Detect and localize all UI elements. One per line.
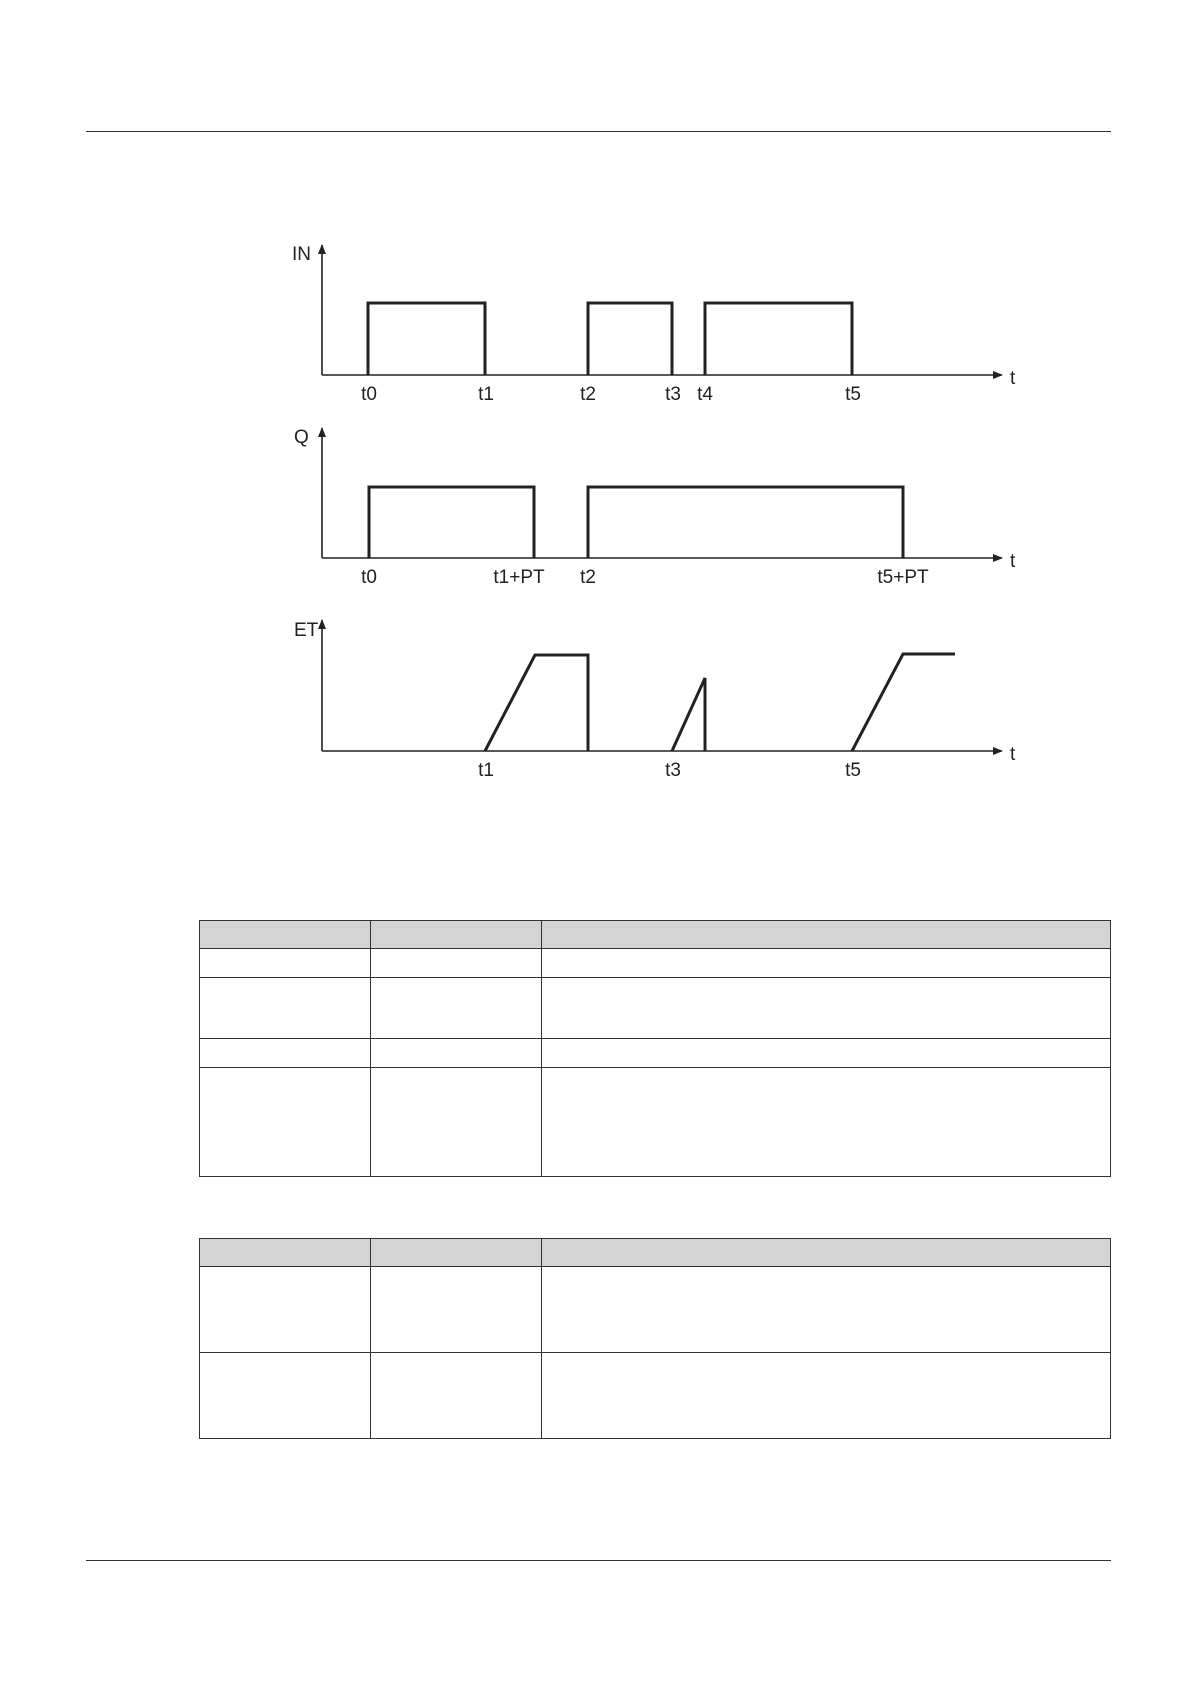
table-row [200,978,1111,1039]
et-ramp-3 [852,654,955,751]
table-cell [371,978,542,1039]
table-row [200,1039,1111,1068]
timing-diagram [0,0,1190,800]
q-tick-label: t1+PT [493,567,545,588]
table-cell [542,1068,1111,1177]
et-tick-label: t3 [665,760,681,781]
q-x-label: t [1010,551,1016,572]
table-cell [542,949,1111,978]
table-cell [371,949,542,978]
in-y-label: IN [292,244,311,265]
table-cell [542,1353,1111,1439]
q-pulse-1 [369,487,534,558]
q-panel [294,427,1016,588]
table-row [200,1353,1111,1439]
table-cell [200,949,371,978]
table-cell [371,1039,542,1068]
table-cell [200,1267,371,1353]
q-tick-label: t5+PT [877,567,929,588]
in-tick-label: t5 [845,384,861,405]
in-pulse-3 [705,303,852,375]
et-tick-label: t5 [845,760,861,781]
table-cell [542,1267,1111,1353]
table-header-cell [371,921,542,949]
table-cell [371,1267,542,1353]
et-tick-label: t1 [478,760,494,781]
q-pulse-2 [588,487,903,558]
table-cell [200,1039,371,1068]
in-tick-label: t4 [697,384,713,405]
table-header-cell [200,1239,371,1267]
table-cell [542,1039,1111,1068]
in-tick-label: t0 [361,384,377,405]
q-tick-label: t2 [580,567,596,588]
table-header-cell [542,921,1111,949]
table-cell [371,1353,542,1439]
et-ramp-2 [672,678,705,751]
in-pulse-2 [588,303,672,375]
table-header-row [200,1239,1111,1267]
table-row [200,949,1111,978]
et-y-label: ET [294,620,319,641]
output-parameters-table [199,1238,1111,1439]
table-cell [200,1353,371,1439]
q-y-label: Q [294,427,309,448]
in-pulse-1 [368,303,485,375]
table-cell [542,978,1111,1039]
table-header-cell [542,1239,1111,1267]
table-header-cell [200,921,371,949]
table-cell [200,978,371,1039]
table-row [200,1267,1111,1353]
table-header-cell [371,1239,542,1267]
et-panel [294,620,1016,781]
q-tick-label: t0 [361,567,377,588]
in-tick-label: t2 [580,384,596,405]
et-ramp-1 [485,655,588,751]
table-row [200,1068,1111,1177]
et-x-label: t [1010,744,1016,765]
footer-rule [86,1560,1111,1561]
table-cell [200,1068,371,1177]
in-tick-label: t1 [478,384,494,405]
table-cell [371,1068,542,1177]
table-header-row [200,921,1111,949]
input-parameters-table [199,920,1111,1177]
in-x-label: t [1010,368,1016,389]
in-panel [292,244,1016,405]
in-tick-label: t3 [665,384,681,405]
